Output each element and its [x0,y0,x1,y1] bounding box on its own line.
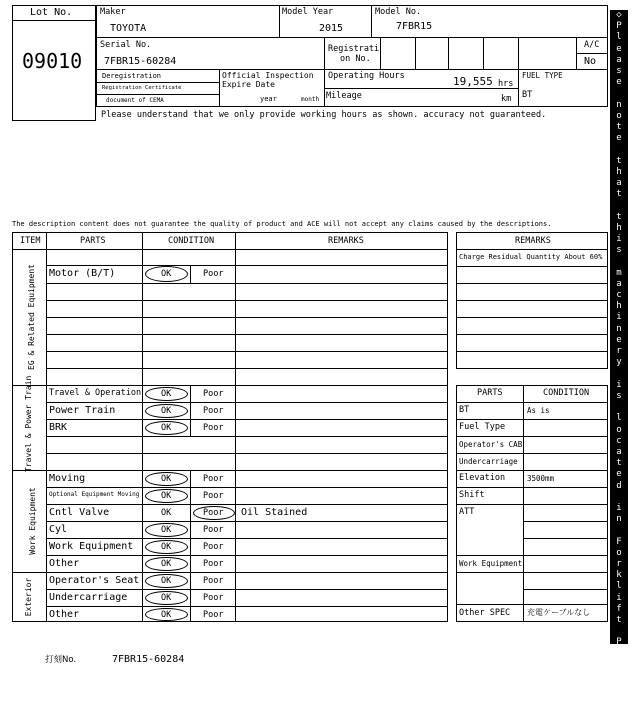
right-part-fuel-type: Fuel Type [459,422,506,432]
model-year-label: Model Year [282,7,334,17]
group-travel-power: Travel & Power Train [24,375,33,472]
hrs-label: hrs [498,79,514,89]
part-optional-equipment-moving: Optional Equipment Moving [49,491,140,498]
part-operators-seat: Operator's Seat [49,575,140,586]
lot-divider [12,20,96,21]
part-cntl-valve: Cntl Valve [49,507,110,518]
ok-label: OK [161,269,172,279]
right-part-operators-cab: Operator's CAB [459,440,523,449]
right-part-bt: BT [459,405,470,415]
right-part-undercarriage: Undercarriage [459,457,518,466]
ok-label: OK [161,542,172,552]
month-label: month [301,96,320,103]
working-hours-notice: Please understand that we only provide working hours as shown. accuracy not guaranteed. [101,110,547,120]
lot-number: 09010 [22,49,83,73]
right-parts-header: PARTS [477,388,503,398]
ok-label: OK [161,508,172,518]
right-value-bt: As is [527,406,550,415]
ac-label: A/C [584,40,600,50]
maker-value: TOYOTA [110,23,147,34]
side-location-note: ◇ P l e a s e n o t e t h a t t h i s m a c h i n e r y i s l o c a t e d i n F o r k l i f t P a r k i n g ◇ [610,10,628,644]
poor-label: Poor [203,525,224,535]
poor-label: Poor [203,491,224,501]
charge-residual-remark: Charge Residual Quantity About 60% [459,253,603,261]
group-work-equipment: Work Equipment [28,487,37,555]
registration-label-1: Registrati [328,44,380,54]
ok-label: OK [161,593,172,603]
header-remarks: REMARKS [328,236,364,246]
part-power-train: Power Train [49,405,116,416]
poor-label: Poor [203,269,224,279]
serial-value: 7FBR15-60284 [104,56,177,67]
header-item: ITEM [20,236,41,246]
poor-label: Poor [203,423,224,433]
disclaimer: The description content does not guarantee the quality of product and ACE will not accept any claims caused by the descriptions. [12,220,552,228]
year-label: year [260,95,277,103]
header-condition: CONDITION [168,236,215,246]
registration-label-2: on No. [340,54,371,64]
ac-value: No [584,56,597,67]
poor-label: Poor [203,474,224,484]
poor-label: Poor [203,593,224,603]
right-part-work-equipment: Work Equipment [459,559,523,568]
deregistration-label: Deregistration [102,72,162,80]
footer-stamp-value: 7FBR15-60284 [112,654,185,665]
document-cema: document of CEMA [106,97,164,104]
part-other-exterior: Other [49,609,80,620]
right-part-other-spec: Other SPEC [459,608,511,618]
right-condition-header: CONDITION [543,388,590,398]
poor-label: Poor [203,559,224,569]
registration-certificate: Registration Certificate [102,85,182,91]
right-value-other-spec: 充電ケーブルなし [527,608,591,617]
lot-label: Lot No. [30,7,73,18]
inspection-label-1: Official Inspection [222,71,314,80]
part-work-equipment: Work Equipment [49,541,134,552]
right-part-att: ATT [459,507,475,517]
footer-stamp-label: 打刻No. [45,655,77,665]
part-moving: Moving [49,473,86,484]
part-undercarriage: Undercarriage [49,592,128,603]
group-exterior: Exterior [24,577,33,617]
right-value-elevation: 3500mm [527,474,555,483]
mileage-label: Mileage [326,91,362,101]
serial-label: Serial No. [100,40,152,50]
right-part-shift: Shift [459,490,485,500]
inspection-label-2: Expire Date [222,80,275,89]
ok-label: OK [161,576,172,586]
header-parts: PARTS [80,236,106,246]
poor-label: Poor [203,542,224,552]
operating-hours-label: Operating Hours [328,71,405,81]
part-brk: BRK [49,422,68,433]
poor-label: Poor [203,576,224,586]
model-no-value: 7FBR15 [396,21,433,32]
remark-oil-stained: Oil Stained [241,507,308,518]
right-remarks-header: REMARKS [515,236,551,246]
ok-label: OK [161,423,172,433]
km-label: km [501,94,512,104]
fuel-type-value: BT [522,90,533,100]
ok-label: OK [161,389,172,399]
part-other-work: Other [49,558,80,569]
poor-label: Poor [203,610,224,620]
poor-label: Poor [203,508,224,518]
ok-label: OK [161,610,172,620]
poor-label: Poor [203,389,224,399]
fuel-type-label: FUEL TYPE [522,71,563,80]
part-cyl: Cyl [49,524,68,535]
model-year-value: 2015 [319,23,344,34]
ok-label: OK [161,559,172,569]
operating-hours-value: 19,555 [453,75,493,88]
poor-label: Poor [203,406,224,416]
ok-label: OK [161,474,172,484]
ok-label: OK [161,406,172,416]
right-part-elevation: Elevation [459,473,506,483]
ok-label: OK [161,491,172,501]
ok-label: OK [161,525,172,535]
model-no-label: Model No. [375,7,422,17]
group-eg-related: EG & Related Equipment [27,264,36,370]
part-travel-operation: Travel & Operation [49,388,142,398]
maker-label: Maker [100,7,126,17]
part-motor: Motor (B/T) [49,268,116,279]
